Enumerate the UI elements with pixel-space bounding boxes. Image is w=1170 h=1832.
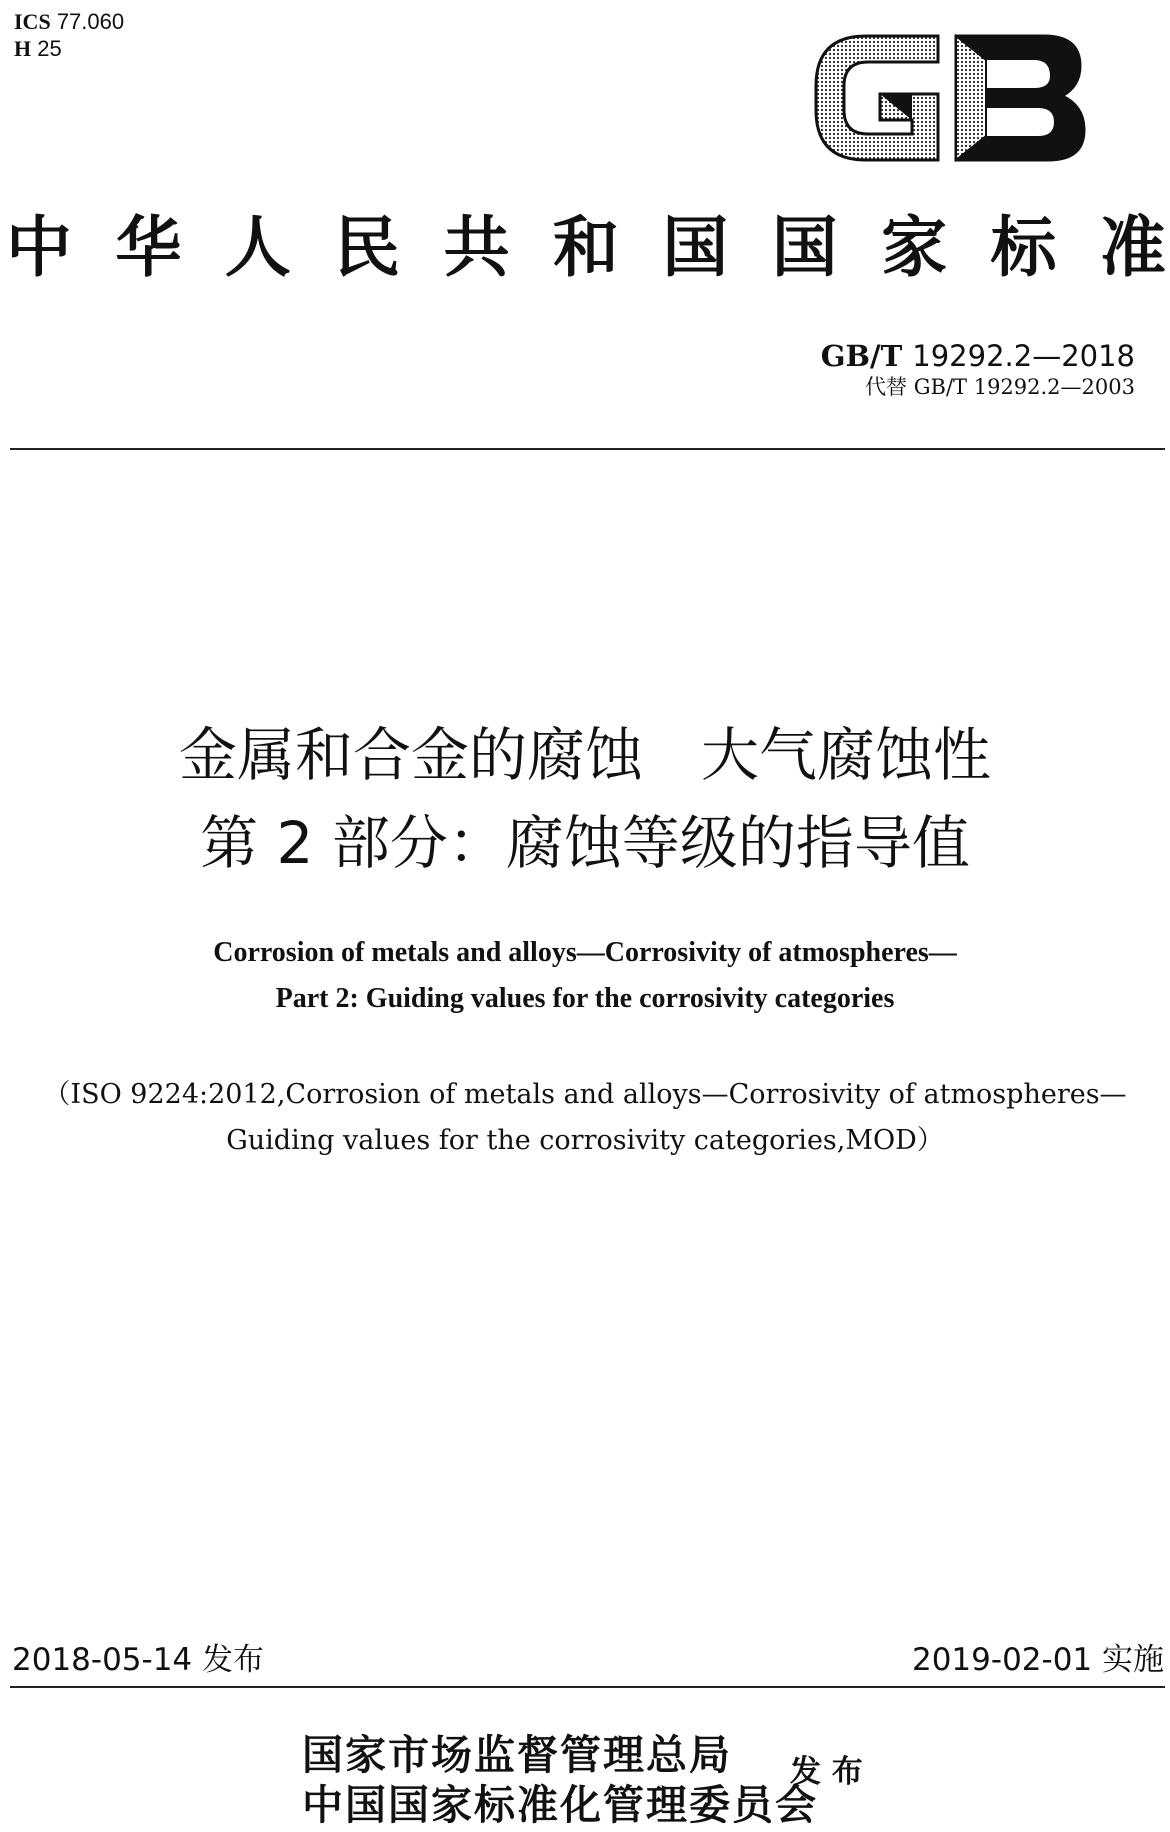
footer-divider <box>10 1686 1165 1688</box>
header-divider <box>10 448 1165 450</box>
title-char: 民 <box>334 209 401 286</box>
title-char: 中 <box>6 209 72 286</box>
title-char: 共 <box>443 209 510 286</box>
title-cn-line2: 第 2 部分：腐蚀等级的指导值 <box>200 809 970 877</box>
implementation-date: 2019-02-01 实施 <box>911 1642 1164 1678</box>
title-char: 家 <box>881 209 948 286</box>
standard-number-block <box>821 338 1135 400</box>
national-standard-title <box>6 210 1166 286</box>
title-char: 国 <box>662 209 729 286</box>
title-cn-line1: 金属和合金的腐蚀 大气腐蚀性 <box>178 721 991 789</box>
title-char: 人 <box>224 209 291 286</box>
issuing-organizations <box>302 1730 818 1830</box>
title-char: 和 <box>552 209 619 286</box>
title-char: 华 <box>115 209 182 286</box>
issuer-samr: 国家市场监督管理总局 <box>302 1731 732 1779</box>
title-en-line2: Part 2: Guiding values for the corrosivity categories <box>275 983 895 1014</box>
ccs-code: H 25 <box>14 36 62 61</box>
replaces-standard: 代替 GB/T 19292.2—2003 <box>865 375 1135 399</box>
title-char: 准 <box>1099 209 1166 286</box>
ics-code: ICS 77.060 <box>14 9 125 34</box>
iso-reference-line2: Guiding values for the corrosivity categories,MOD） <box>226 1125 944 1156</box>
title-char: 国 <box>771 209 838 286</box>
iso-reference-line1: （ISO 9224:2012,Corrosion of metals and alloys—Corrosivity of atmospheres— <box>43 1079 1127 1110</box>
gb-logo <box>808 28 1090 168</box>
issuer-sac: 中国国家标准化管理委员会 <box>302 1781 818 1829</box>
issue-label: 发 布 <box>790 1754 863 1790</box>
title-en-line1: Corrosion of metals and alloys—Corrosivity of atmospheres— <box>213 937 957 968</box>
standard-number: GB/T 19292.2—2018 <box>820 339 1135 373</box>
classification-codes <box>14 8 124 62</box>
publish-date: 2018-05-14 发布 <box>12 1642 265 1678</box>
title-char: 标 <box>990 209 1057 286</box>
